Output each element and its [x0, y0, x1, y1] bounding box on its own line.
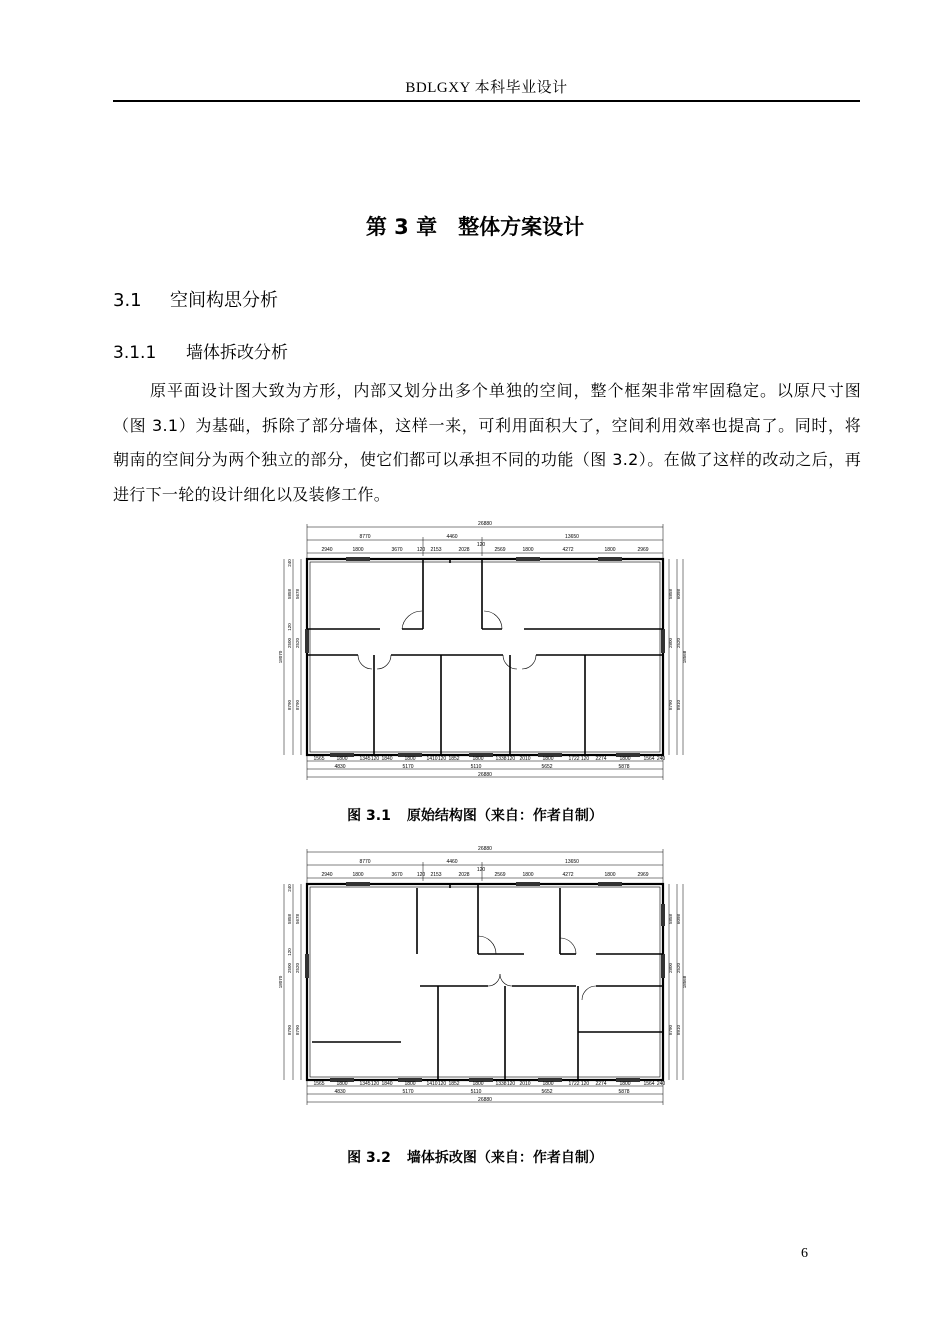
figure-number: 图 3.1 — [347, 808, 391, 824]
dim-bottom-detail: 120 — [437, 756, 447, 762]
dim-bottom-detail: 120 — [506, 756, 516, 762]
dim-right: 8790 — [668, 699, 673, 711]
figure-caption — [0, 805, 950, 825]
dim-right: 5858 — [668, 913, 673, 925]
dim-bottom-detail: 1800 — [619, 756, 631, 762]
dim-bottom-group: 5170 — [402, 764, 414, 770]
figure-caption — [0, 1147, 950, 1167]
dim-bottom-detail: 1564 — [643, 756, 655, 762]
dim-top-detail: 4272 — [562, 547, 574, 553]
floor-plan-original — [276, 519, 686, 781]
dim-top-detail: 1800 — [352, 872, 364, 878]
dim-bottom-detail: 1840 — [381, 1081, 393, 1087]
dim-left: 2500 — [287, 962, 292, 974]
body-paragraph: 原平面设计图大致为方形，内部又划分出多个单独的空间，整个框架非常牢固稳定。以原尺寸图（图 3.1）为基础，拆除了部分墙体，这样一来，可利用面积大了，空间利用效率也提高了。同时，将朝南的空间分为两个独立的部分，使它们都可以承担不同的功能（图 3.2）。在做了这样的改动之后，再进行下一轮的设计细化以及装修工作。 — [113, 381, 861, 504]
dim-top-detail: 2569 — [494, 872, 506, 878]
dim-bottom-detail: 1800 — [542, 1081, 554, 1087]
running-header: BDLGXY 本科毕业设计 — [405, 80, 568, 96]
dim-bottom-detail: 1800 — [336, 1081, 348, 1087]
chapter-title: 第 3 章 整体方案设计 — [365, 215, 585, 239]
dim-total-top: 26880 — [478, 521, 492, 527]
dim-bottom-detail: 1345 — [359, 756, 371, 762]
dim-top-group: 8770 — [359, 859, 371, 865]
dim-bottom-group: 5652 — [541, 764, 553, 770]
dim-left-total: 18070 — [278, 975, 283, 989]
dim-bottom-detail: 1800 — [472, 1081, 484, 1087]
dim-right: 2520 — [676, 962, 681, 974]
dim-right: 2800 — [668, 962, 673, 974]
dim-right: 6098 — [676, 588, 681, 600]
dim-top-detail: 120 — [476, 867, 486, 873]
dim-top-detail: 1800 — [522, 872, 534, 878]
dim-bottom-detail: 1800 — [404, 756, 416, 762]
section-title: 空间构思分析 — [170, 290, 278, 311]
dim-left: 8790 — [295, 699, 300, 711]
dim-bottom-detail: 1410 — [426, 756, 438, 762]
dim-bottom-detail: 1800 — [619, 1081, 631, 1087]
dim-top-detail: 120 — [416, 872, 426, 878]
dim-top-detail: 2028 — [458, 547, 470, 553]
header-rule — [113, 100, 860, 102]
dim-left: 2520 — [295, 962, 300, 974]
dim-bottom-detail: 120 — [506, 1081, 516, 1087]
dim-top-detail: 3670 — [391, 547, 403, 553]
section-heading — [113, 286, 278, 312]
dim-bottom-detail: 1338 — [495, 756, 507, 762]
subsection-heading — [113, 338, 288, 363]
dim-right: 8790 — [668, 1024, 673, 1036]
dim-top-group: 13650 — [565, 859, 579, 865]
dim-bottom-detail: 1722 — [568, 756, 580, 762]
dim-bottom-detail: 240 — [656, 756, 666, 762]
dim-bottom-detail: 120 — [580, 1081, 590, 1087]
figure-original-structure — [276, 519, 686, 781]
dim-bottom-group: 5110 — [470, 1089, 482, 1095]
dim-top-group: 4460 — [446, 534, 458, 540]
dim-bottom-detail: 2274 — [595, 756, 607, 762]
dim-bottom-detail: 1565 — [313, 1081, 325, 1087]
subsection-number: 3.1.1 — [113, 343, 157, 363]
floor-plan-modified — [276, 844, 686, 1106]
dim-right: 2520 — [676, 637, 681, 649]
figure-wall-demolition — [276, 844, 686, 1106]
dim-right-total: 18568 — [682, 975, 687, 989]
dim-bottom-detail: 1338 — [495, 1081, 507, 1087]
dim-left: 5678 — [295, 588, 300, 600]
dim-bottom-detail: 1800 — [542, 756, 554, 762]
dim-left: 120 — [287, 623, 292, 631]
dim-top-detail: 1800 — [522, 547, 534, 553]
dim-top-detail: 1800 — [604, 872, 616, 878]
dim-bottom-detail: 1564 — [643, 1081, 655, 1087]
dim-bottom-detail: 1345 — [359, 1081, 371, 1087]
dim-top-group: 4460 — [446, 859, 458, 865]
dim-top-detail: 2569 — [494, 547, 506, 553]
dim-top-detail: 120 — [476, 542, 486, 548]
dim-bottom-group: 5878 — [618, 1089, 630, 1095]
page-number: 6 — [801, 1246, 808, 1261]
dim-bottom-detail: 1852 — [448, 1081, 460, 1087]
dim-bottom-detail: 240 — [656, 1081, 666, 1087]
dim-left: 240 — [287, 559, 292, 567]
dim-top-detail: 2940 — [321, 547, 333, 553]
dim-bottom-detail: 2274 — [595, 1081, 607, 1087]
dim-bottom-group: 5170 — [402, 1089, 414, 1095]
dim-bottom-detail: 120 — [580, 756, 590, 762]
dim-top-detail: 2153 — [430, 547, 442, 553]
dim-bottom-detail: 1800 — [404, 1081, 416, 1087]
dim-bottom-group: 5878 — [618, 764, 630, 770]
figure-number: 图 3.2 — [347, 1150, 391, 1166]
dim-top-detail: 120 — [416, 547, 426, 553]
dim-top-detail: 2028 — [458, 872, 470, 878]
dim-bottom-detail: 120 — [370, 1081, 380, 1087]
dim-total-bottom: 26880 — [478, 772, 492, 778]
dim-bottom-detail: 1852 — [448, 756, 460, 762]
dim-right-total: 18568 — [682, 650, 687, 664]
dim-top-detail: 1800 — [352, 547, 364, 553]
dim-bottom-detail: 1800 — [472, 756, 484, 762]
dim-top-group: 8770 — [359, 534, 371, 540]
dim-bottom-detail: 120 — [370, 756, 380, 762]
dim-left: 5858 — [287, 913, 292, 925]
dim-bottom-detail: 2010 — [519, 756, 531, 762]
subsection-title: 墙体拆改分析 — [186, 343, 288, 363]
dim-left: 120 — [287, 948, 292, 956]
figure-caption-text: 原始结构图（来自：作者自制） — [406, 808, 603, 824]
dim-right: 2800 — [668, 637, 673, 649]
dim-bottom-detail: 1722 — [568, 1081, 580, 1087]
dim-top-detail: 1800 — [604, 547, 616, 553]
dim-total-bottom: 26880 — [478, 1097, 492, 1103]
dim-bottom-detail: 1565 — [313, 756, 325, 762]
dim-left: 8790 — [295, 1024, 300, 1036]
dim-left: 240 — [287, 884, 292, 892]
section-number: 3.1 — [113, 290, 142, 311]
dim-bottom-detail: 1840 — [381, 756, 393, 762]
dim-top-group: 13650 — [565, 534, 579, 540]
dim-bottom-detail: 2010 — [519, 1081, 531, 1087]
dim-top-detail: 2969 — [637, 872, 649, 878]
dim-left-total: 18070 — [278, 650, 283, 664]
dim-bottom-group: 5110 — [470, 764, 482, 770]
dim-top-detail: 2153 — [430, 872, 442, 878]
dim-left: 5858 — [287, 588, 292, 600]
dim-top-detail: 2940 — [321, 872, 333, 878]
dim-bottom-detail: 1410 — [426, 1081, 438, 1087]
dim-right: 8910 — [676, 699, 681, 711]
dim-left: 2500 — [287, 637, 292, 649]
dim-bottom-detail: 1800 — [336, 756, 348, 762]
dim-total-top: 26880 — [478, 846, 492, 852]
dim-right: 8910 — [676, 1024, 681, 1036]
dim-left: 2520 — [295, 637, 300, 649]
figure-caption-text: 墙体拆改图（来自：作者自制） — [406, 1150, 603, 1166]
dim-right: 6098 — [676, 913, 681, 925]
dim-top-detail: 3670 — [391, 872, 403, 878]
dim-bottom-group: 4830 — [334, 764, 346, 770]
dim-bottom-group: 5652 — [541, 1089, 553, 1095]
dim-bottom-detail: 120 — [437, 1081, 447, 1087]
dim-top-detail: 4272 — [562, 872, 574, 878]
dim-left: 8790 — [287, 699, 292, 711]
dim-top-detail: 2969 — [637, 547, 649, 553]
dim-bottom-group: 4830 — [334, 1089, 346, 1095]
dim-right: 5858 — [668, 588, 673, 600]
dim-left: 8790 — [287, 1024, 292, 1036]
dim-left: 5678 — [295, 913, 300, 925]
